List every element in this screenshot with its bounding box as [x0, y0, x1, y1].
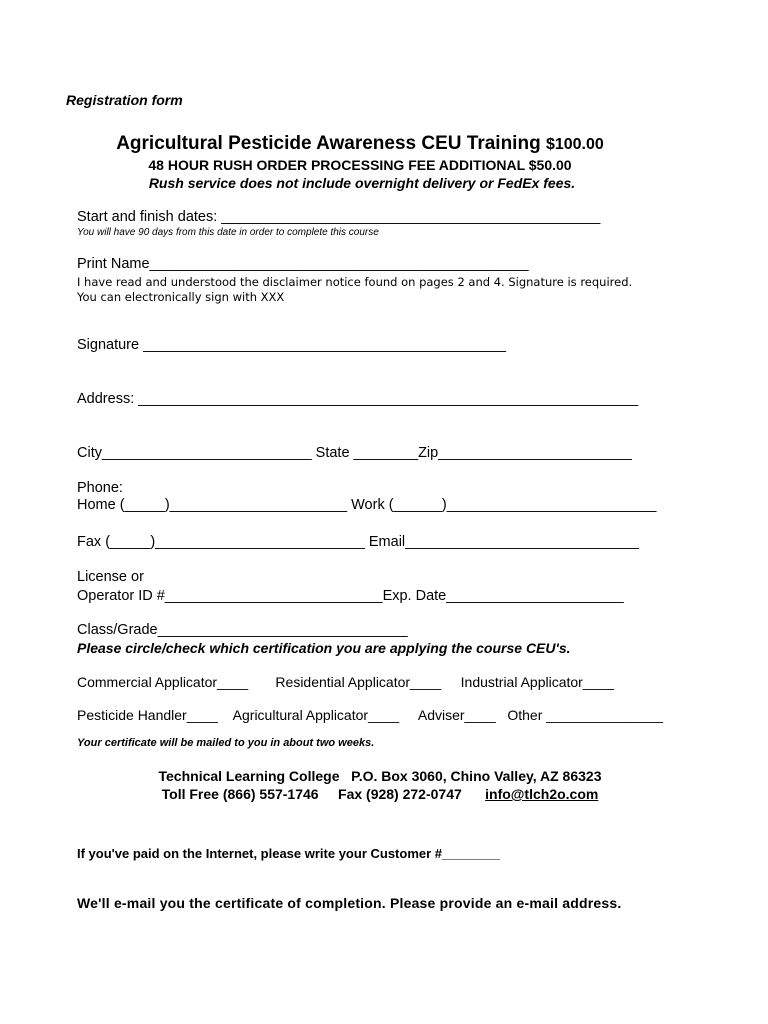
course-price: $100.00 [545, 136, 604, 153]
college-email-link[interactable]: info@tlch2o.com [485, 786, 599, 802]
fax-email-field[interactable]: Fax (_____)__________________________ Email_____________________________ [77, 534, 639, 550]
college-phone-line [0, 786, 760, 802]
disclaimer-line-1: I have read and understood the disclaimer notice found on pages 2 and 4. Signature is required. [77, 275, 633, 289]
form-label: Registration form [66, 92, 183, 108]
customer-number-field[interactable]: If you've paid on the Internet, please write your Customer #________ [77, 846, 500, 861]
rush-fee: 48 HOUR RUSH ORDER PROCESSING FEE ADDITIONAL $50.00 [148, 157, 572, 173]
disclaimer-line-2: You can electronically sign with XXX [77, 290, 285, 304]
certification-row-1[interactable]: Commercial Applicator____ Residential Applicator____ Industrial Applicator____ [77, 674, 614, 690]
dates-note: You will have 90 days from this date in order to complete this course [77, 227, 379, 238]
course-title: Agricultural Pesticide Awareness CEU Training [116, 133, 541, 154]
college-address: Technical Learning College P.O. Box 3060, Chino Valley, AZ 86323 [158, 768, 602, 784]
dates-field[interactable]: Start and finish dates: _______________________________________________ [77, 209, 601, 225]
city-state-zip-field[interactable]: City__________________________ State ________Zip________________________ [77, 445, 632, 461]
certification-row-2[interactable]: Pesticide Handler____ Agricultural Applicator____ Adviser____ Other _______________ [77, 707, 664, 723]
class-grade-field[interactable]: Class/Grade_______________________________ [77, 622, 408, 638]
phone-label: Phone: [77, 480, 123, 496]
home-work-phone-field[interactable]: Home (_____)______________________ Work (______)__________________________ [77, 497, 657, 513]
email-request: We'll e-mail you the certificate of completion. Please provide an e-mail address. [77, 895, 622, 911]
mail-note: Your certificate will be mailed to you in about two weeks. [77, 737, 375, 749]
print-name-field[interactable]: Print Name_______________________________________________ [77, 256, 529, 272]
college-phone: Toll Free (866) 557-1746 Fax (928) 272-0747 [161, 786, 462, 802]
certification-prompt: Please circle/check which certification you are applying the course CEU's. [77, 640, 571, 656]
rush-note: Rush service does not include overnight delivery or FedEx fees. [148, 175, 576, 191]
page-title [0, 133, 720, 155]
license-label: License or [77, 569, 144, 585]
signature-field[interactable]: Signature _____________________________________________ [77, 337, 506, 353]
address-field[interactable]: Address: ______________________________________________________________ [77, 391, 639, 407]
operator-id-field[interactable]: Operator ID #___________________________Exp. Date______________________ [77, 588, 624, 604]
